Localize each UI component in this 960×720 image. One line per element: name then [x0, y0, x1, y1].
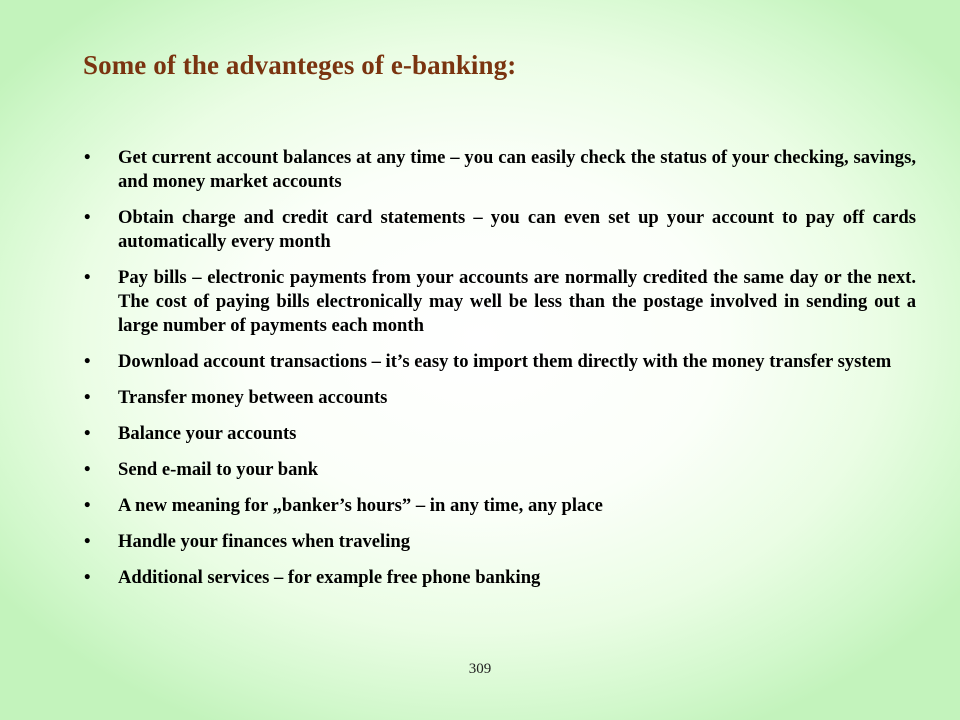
- bullet-item: [84, 566, 916, 590]
- bullet-item: [84, 458, 916, 482]
- bullet-text: A new meaning for „banker’s hours” – in any time, any place: [118, 495, 603, 516]
- bullet-icon: •: [84, 567, 91, 588]
- bullet-icon: •: [84, 387, 91, 408]
- bullet-text: Download account transactions – it’s easy to import them directly with the money transfer system: [118, 351, 892, 372]
- bullet-text: Handle your finances when traveling: [118, 531, 411, 552]
- bullet-item: [84, 266, 916, 338]
- bullet-text: Obtain charge and credit card statements – you can even set up your account to pay off cards automatically every month: [118, 207, 916, 252]
- bullet-icon: •: [84, 351, 91, 372]
- bullet-item: [84, 146, 916, 194]
- bullet-text: Pay bills – electronic payments from your accounts are normally credited the same day or the next. The cost of paying bills electronically may well be less than the postage involved in sending out a large number of payments each month: [118, 267, 916, 336]
- bullet-item: [84, 494, 916, 518]
- bullet-text: Additional services – for example free phone banking: [118, 567, 541, 588]
- bullet-item: [84, 422, 916, 446]
- bullet-icon: •: [84, 459, 91, 480]
- bullet-item: [84, 350, 916, 374]
- bullet-item: [84, 206, 916, 254]
- page-number: 309: [468, 661, 492, 677]
- bullet-icon: •: [84, 207, 91, 228]
- bullet-icon: •: [84, 147, 91, 168]
- bullet-text: Send e-mail to your bank: [118, 459, 319, 480]
- bullet-list: [84, 146, 916, 602]
- bullet-item: [84, 386, 916, 410]
- bullet-text: Balance your accounts: [118, 423, 297, 444]
- bullet-text: Transfer money between accounts: [118, 387, 388, 408]
- bullet-icon: •: [84, 423, 91, 444]
- slide-title: Some of the advanteges of e-banking:: [83, 50, 517, 80]
- bullet-icon: •: [84, 267, 91, 288]
- bullet-icon: •: [84, 531, 91, 552]
- bullet-item: [84, 530, 916, 554]
- bullet-text: Get current account balances at any time – you can easily check the status of your checking, savings, and money market accounts: [118, 147, 916, 192]
- bullet-icon: •: [84, 495, 91, 516]
